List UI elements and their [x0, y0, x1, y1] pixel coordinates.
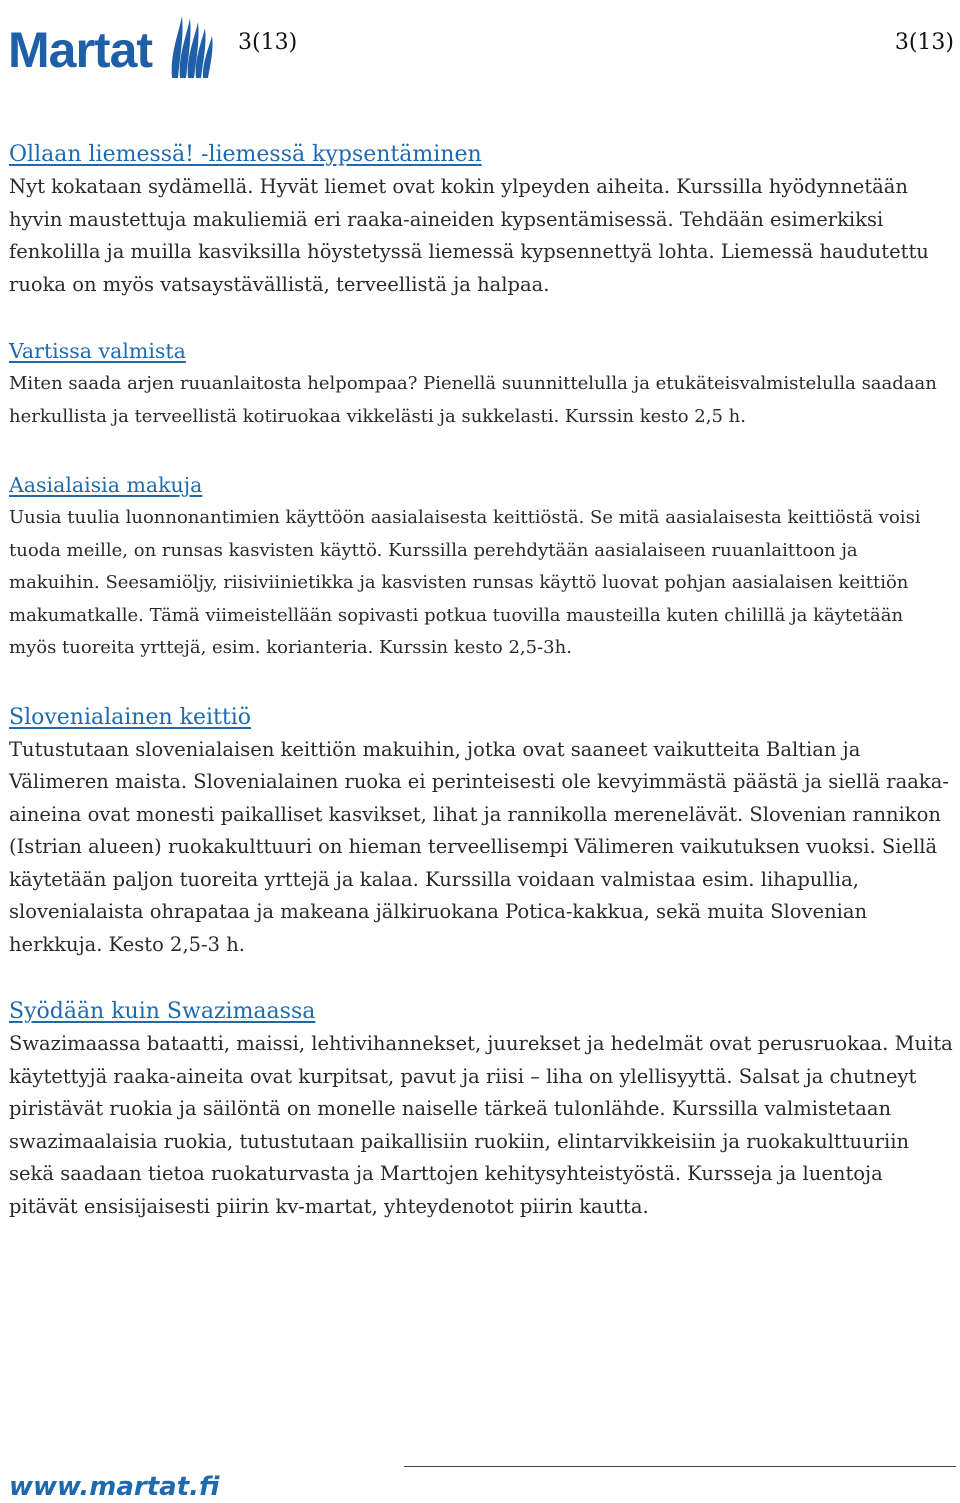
- section-text: Uusia tuulia luonnonantimien käyttöön aasialaisesta keittiöstä. Se mitä aasialaisesta keittiöstä voisi tuoda meille, on runsas kasvisten käyttö. Kurssilla perehdytään aasialaiseen ruuanlaittoon ja makuihin. Seesamiöljy, riisiviinietikka ja kasvisten runsas käyttö luovat pohjan aasialaisen keittiön makumatkalle. Tämä viimeistellään sopivasti potkua tuovilla mausteilla kuten chilillä ja käytetään myös tuoreita yrttejä, esim. korianteria. Kurssin kesto 2,5-3h.: [9, 507, 921, 658]
- page-number-right: 3(13): [894, 30, 954, 55]
- section-title: Ollaan liemessä! -liemessä kypsentäminen: [9, 142, 482, 167]
- section-text: Miten saada arjen ruuanlaitosta helpompaa? Pienellä suunnittelulla ja etukäteisvalmistelulla saadaan herkullista ja terveellistä kotiruokaa vikkelästi ja sukkelasti. Kurssin kesto 2,5 h.: [9, 373, 937, 427]
- section-aasialaisia-makuja: [9, 469, 954, 665]
- section-ollaan-liemessa: [9, 138, 954, 301]
- section-title: Syödään kuin Swazimaassa: [9, 999, 316, 1024]
- section-text: Nyt kokataan sydämellä. Hyvät liemet ovat kokin ylpeyden aiheita. Kurssilla hyödynnetään hyvin maustettuja makuliemiä eri raaka-aineiden kypsentämisessä. Tehdään esimerkiksi fenkolilla ja muilla kasviksilla höystetyssä liemessä kypsennettyä lohta. Liemessä haudutettu ruoka on myös vatsaystävällistä, terveellistä ja halpaa.: [9, 175, 929, 296]
- logo-flame-icon: [168, 14, 216, 80]
- section-swazimaa: [9, 995, 954, 1223]
- section-vartissa-valmista: [9, 335, 954, 433]
- document-body: [9, 138, 954, 1257]
- section-title: Vartissa valmista: [9, 339, 186, 363]
- section-slovenialainen-keittio: [9, 701, 954, 962]
- footer-website-link[interactable]: www.martat.fi: [9, 1472, 220, 1502]
- footer-divider: [404, 1466, 956, 1467]
- martat-logo: [8, 14, 208, 80]
- page-number-left: 3(13): [238, 30, 298, 55]
- section-title: Aasialaisia makuja: [9, 473, 203, 497]
- section-text: Tutustutaan slovenialaisen keittiön makuihin, jotka ovat saaneet vaikutteita Baltian ja Välimeren maista. Slovenialainen ruoka ei perinteisesti ole kevyimmästä päästä ja siellä raaka-aineina ovat monesti paikalliset kasvikset, lihat ja rannikolla merenelävät. Slovenian rannikon (Istrian alueen) ruokakulttuuri on hieman terveellisempi Välimeren vaikutuksen vuoksi. Siellä käytetään paljon tuoreita yrttejä ja kalaa. Kurssilla voidaan valmistaa esim. lihapullia, slovenialaista ohrapataa ja makeana jälkiruokana Potica-kakkua, sekä muita Slovenian herkkuja. Kesto 2,5-3 h.: [9, 737, 949, 956]
- page-header: [0, 0, 960, 100]
- logo-wordmark: Martat: [8, 22, 153, 78]
- section-text: Swazimaassa bataatti, maissi, lehtivihannekset, juurekset ja hedelmät ovat perusruokaa. Muita käytettyjä raaka-aineita ovat kurpitsat, pavut ja riisi – liha on ylellisyyttä. Salsat ja chutneyt piristävät ruokia ja säilöntä on monelle naiselle tärkeä tulonlähde. Kurssilla valmistetaan swazimaalaisia ruokia, tutustutaan paikallisiin ruokiin, elintarvikkeisiin ja ruokakulttuuriin sekä saadaan tietoa ruokaturvasta ja Marttojen kehitysyhteistyöstä. Kursseja ja luentoja pitävät ensisijaisesti piirin kv-martat, yhteydenotot piirin kautta.: [9, 1032, 953, 1218]
- section-title: Slovenialainen keittiö: [9, 704, 252, 730]
